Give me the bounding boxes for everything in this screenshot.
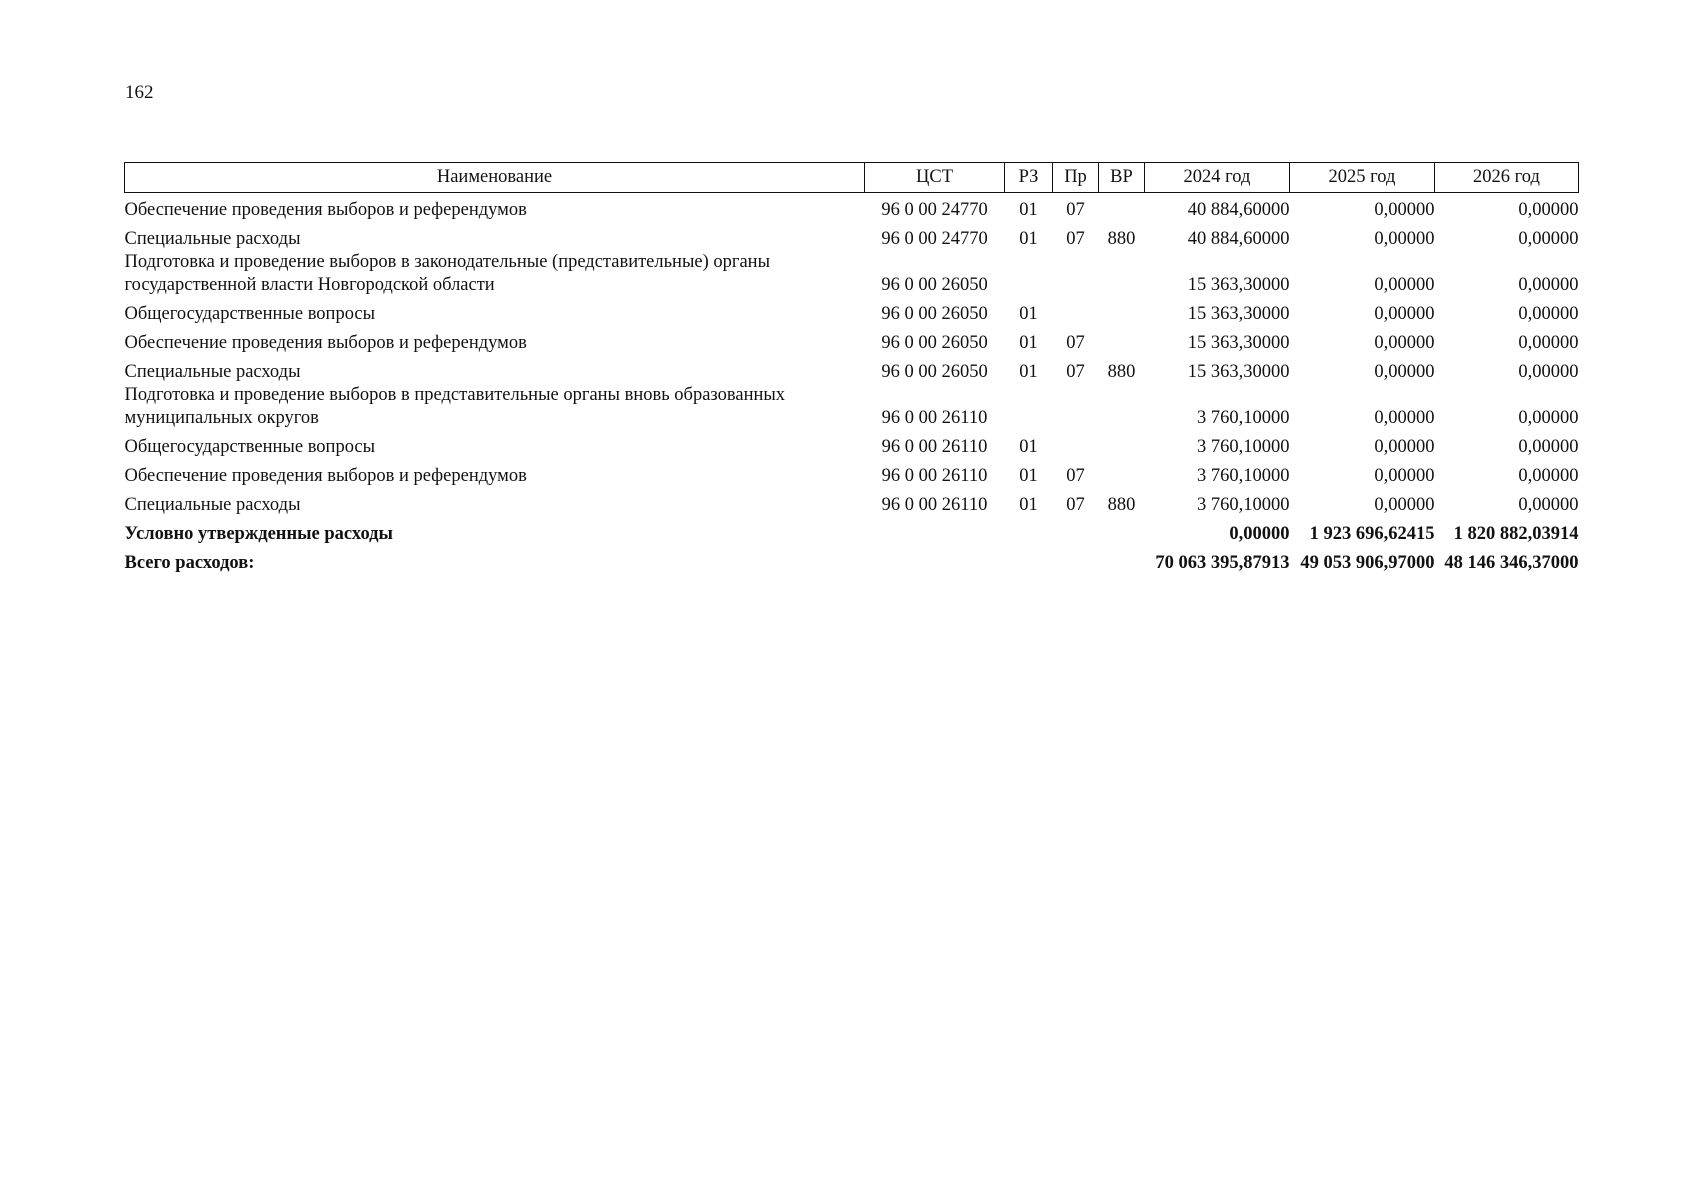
cell-name: Всего расходов: [124, 553, 255, 573]
cell-2024: 70 063 395,87913 [1155, 553, 1290, 573]
cell-rz: 01 [1019, 200, 1038, 220]
table-row [125, 459, 1579, 488]
cell-pr [1053, 546, 1099, 575]
cell-cst: 96 0 00 26110 [881, 408, 988, 428]
table-body [125, 193, 1579, 576]
cell-rz: 01 [1019, 362, 1038, 382]
cell-2025: 0,00000 [1374, 304, 1435, 324]
cell-vr [1099, 546, 1145, 575]
cell-2025: 0,00000 [1374, 362, 1435, 382]
cell-vr [1099, 297, 1145, 326]
cell-vr [1099, 251, 1145, 297]
cell-2026: 0,00000 [1518, 304, 1579, 324]
cell-cst [865, 546, 1005, 575]
cell-pr: 07 [1066, 229, 1085, 249]
cell-pr [1053, 430, 1099, 459]
header-name: Наименование [125, 163, 865, 193]
cell-pr [1053, 384, 1099, 430]
cell-2026: 1 820 882,03914 [1453, 524, 1579, 544]
table-row [125, 384, 1579, 430]
cell-rz [1005, 546, 1053, 575]
cell-cst: 96 0 00 26050 [881, 304, 988, 324]
cell-name: Подготовка и проведение выборов в представительные органы вновь образованных муниципальных округов [124, 385, 786, 428]
cell-cst: 96 0 00 26050 [881, 275, 988, 295]
cell-2024: 0,00000 [1229, 524, 1290, 544]
cell-vr: 880 [1107, 229, 1136, 249]
cell-vr: 880 [1107, 495, 1136, 515]
cell-name: Условно утвержденные расходы [124, 524, 393, 544]
cell-2025: 49 053 906,97000 [1300, 553, 1435, 573]
header-vr: ВР [1099, 163, 1145, 193]
table-row [125, 355, 1579, 384]
cell-cst: 96 0 00 26050 [881, 333, 988, 353]
cell-rz: 01 [1019, 229, 1038, 249]
cell-rz [1005, 384, 1053, 430]
cell-2026: 0,00000 [1518, 466, 1579, 486]
cell-vr [1099, 384, 1145, 430]
table-row [125, 430, 1579, 459]
header-2026: 2026 год [1435, 163, 1579, 193]
cell-2025: 0,00000 [1374, 333, 1435, 353]
cell-cst: 96 0 00 26110 [881, 437, 988, 457]
cell-2025: 0,00000 [1374, 275, 1435, 295]
cell-name: Специальные расходы [124, 362, 301, 382]
cell-2024: 3 760,10000 [1197, 466, 1290, 486]
cell-pr [1053, 517, 1099, 546]
cell-name: Подготовка и проведение выборов в законодательные (представительные) органы государственной власти Новгородской области [124, 252, 771, 295]
cell-2024: 40 884,60000 [1187, 200, 1290, 220]
cell-pr [1053, 297, 1099, 326]
cell-2024: 3 760,10000 [1197, 437, 1290, 457]
cell-2026: 0,00000 [1518, 408, 1579, 428]
cell-2026: 0,00000 [1518, 362, 1579, 382]
cell-name: Обеспечение проведения выборов и референдумов [124, 333, 527, 353]
table-row [125, 488, 1579, 517]
cell-rz: 01 [1019, 495, 1038, 515]
cell-2024: 3 760,10000 [1197, 495, 1290, 515]
cell-2025: 0,00000 [1374, 495, 1435, 515]
cell-vr [1099, 459, 1145, 488]
table-row [125, 222, 1579, 251]
cell-rz: 01 [1019, 437, 1038, 457]
cell-2025: 0,00000 [1374, 229, 1435, 249]
cell-vr [1099, 517, 1145, 546]
cell-cst [865, 517, 1005, 546]
cell-rz: 01 [1019, 304, 1038, 324]
cell-rz: 01 [1019, 466, 1038, 486]
cell-name: Общегосударственные вопросы [124, 437, 376, 457]
cell-pr: 07 [1066, 362, 1085, 382]
table-row [125, 326, 1579, 355]
table-row [125, 193, 1579, 223]
header-rz: РЗ [1005, 163, 1053, 193]
table-header-row [125, 163, 1579, 193]
cell-pr: 07 [1066, 466, 1085, 486]
cell-2025: 0,00000 [1374, 437, 1435, 457]
header-pr: Пр [1053, 163, 1099, 193]
cell-name: Обеспечение проведения выборов и референдумов [124, 200, 527, 220]
cell-2026: 0,00000 [1518, 333, 1579, 353]
header-cst: ЦСТ [865, 163, 1005, 193]
cell-cst: 96 0 00 24770 [881, 200, 988, 220]
cell-vr [1099, 430, 1145, 459]
cell-2024: 15 363,30000 [1187, 275, 1290, 295]
cell-2025: 0,00000 [1374, 466, 1435, 486]
page-number: 162 [125, 82, 154, 103]
cell-rz [1005, 517, 1053, 546]
cell-pr: 07 [1066, 495, 1085, 515]
budget-table [124, 162, 1579, 575]
cell-name: Общегосударственные вопросы [124, 304, 376, 324]
table-row [125, 251, 1579, 297]
cell-2024: 15 363,30000 [1187, 304, 1290, 324]
cell-2025: 1 923 696,62415 [1309, 524, 1435, 544]
cell-rz [1005, 251, 1053, 297]
cell-name: Обеспечение проведения выборов и референдумов [124, 466, 527, 486]
cell-pr: 07 [1066, 333, 1085, 353]
cell-2026: 0,00000 [1518, 495, 1579, 515]
cell-vr [1099, 193, 1145, 223]
cell-2026: 0,00000 [1518, 437, 1579, 457]
cell-pr: 07 [1066, 200, 1085, 220]
cell-rz: 01 [1019, 333, 1038, 353]
cell-2026: 0,00000 [1518, 200, 1579, 220]
cell-cst: 96 0 00 26050 [881, 362, 988, 382]
cell-cst: 96 0 00 26110 [881, 466, 988, 486]
cell-pr [1053, 251, 1099, 297]
table-row [125, 297, 1579, 326]
cell-vr [1099, 326, 1145, 355]
cell-vr: 880 [1107, 362, 1136, 382]
cell-cst: 96 0 00 26110 [881, 495, 988, 515]
cell-2024: 40 884,60000 [1187, 229, 1290, 249]
conditional-expenses-row [125, 517, 1579, 546]
cell-2024: 15 363,30000 [1187, 362, 1290, 382]
cell-name: Специальные расходы [124, 495, 301, 515]
cell-2026: 0,00000 [1518, 229, 1579, 249]
cell-2024: 3 760,10000 [1197, 408, 1290, 428]
header-2025: 2025 год [1290, 163, 1435, 193]
cell-name: Специальные расходы [124, 229, 301, 249]
total-row [125, 546, 1579, 575]
cell-2026: 48 146 346,37000 [1444, 553, 1579, 573]
cell-cst: 96 0 00 24770 [881, 229, 988, 249]
cell-2026: 0,00000 [1518, 275, 1579, 295]
cell-2025: 0,00000 [1374, 408, 1435, 428]
header-2024: 2024 год [1145, 163, 1290, 193]
cell-2024: 15 363,30000 [1187, 333, 1290, 353]
cell-2025: 0,00000 [1374, 200, 1435, 220]
